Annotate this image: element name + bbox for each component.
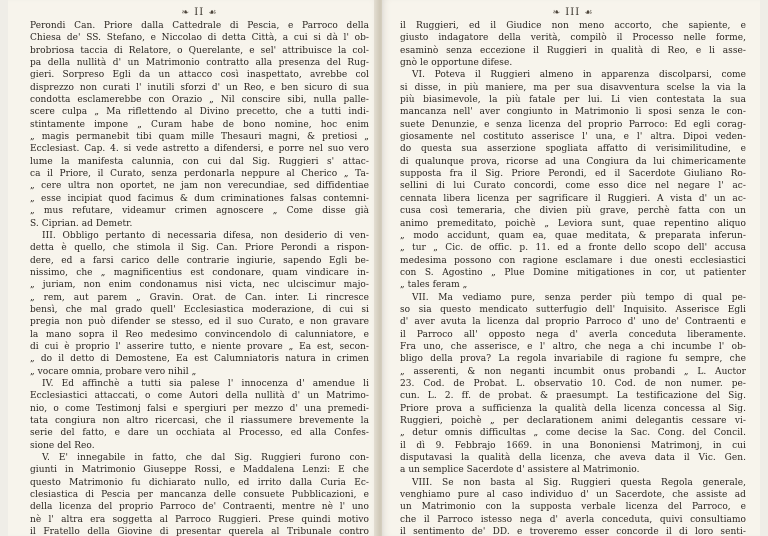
text-line: do questa sua asserzione spogliata affatto di verisimilitudine, e [400, 144, 746, 155]
ornament-left-icon: ❧ [552, 8, 562, 18]
text-line: un Matrimonio con la supposta verbale licenza del Parroco, e [400, 502, 746, 513]
ornament-left-icon: ❧ [181, 8, 191, 18]
text-line: Ecclesiastici attaccati, o come Autori della nullità d' un Matrimo- [30, 391, 369, 402]
text-line: dere, ed a farsi carico delle contrarie ingiurie, sapendo Egli be- [30, 255, 369, 266]
text-line: il sentimento de' DD. e troveremo esser concorde il di loro senti- [400, 527, 746, 536]
text-line: clesiastica di Pescia per mancanza delle consuete Pubblicazioni, e [30, 490, 369, 501]
text-line: „ esse incipiat quod facimus & dum criminationes falsas contemni- [30, 193, 369, 204]
text-line: detta è quello, che stimola il Sig. Can. Priore Perondi a rispon- [30, 243, 369, 254]
text-line: supposta fra il Sig. Priore Perondi, ed il Sacerdote Giuliano Ro- [400, 169, 746, 180]
text-line: IV. Ed affinchè a tutti sia palese l' innocenza d' amendue li [42, 378, 369, 389]
text-line: Priore prova a sufficienza la qualità della licenza concessa al Sig. [400, 403, 746, 414]
text-line: il Ruggieri, ed il Giudice non meno accorto, che sapiente, e [400, 21, 746, 31]
text-line: Ruggieri, poichè „ per declarationem animi delegantis cessare vi- [400, 416, 746, 426]
text-line: „ mus refutare, videamur crimen agnoscere „ Come disse già [30, 206, 369, 217]
text-line: di cui è proprio l' asserire tutto, e niente provare „ Ea est, secon- [30, 341, 369, 352]
text-line: sione del Reo. [30, 440, 95, 451]
text-line: medesima possono con ragione esclamare i due onesti ecclesiastici [400, 255, 746, 266]
right-page-header [400, 6, 746, 20]
text-line: cennata libera licenza per sagrificare il Ruggieri. A vista d' un ac- [400, 193, 746, 204]
text-line: nè l' altra era soggetta al Parroco Ruggieri. Prese quindi motivo [30, 514, 369, 525]
right-page-text [400, 20, 746, 536]
text-line: 23. Cod. de Probat. L. observatio 10. Cod. de non numer. pe- [400, 378, 746, 389]
text-line: Perondi Can. Priore dalla Cattedrale di Pescia, e Parroco della [30, 21, 369, 31]
text-line: disprezzo non curati l' inutili sforzi d' un Reo, e ben sicuro di sua [30, 82, 369, 93]
right-page [382, 0, 760, 536]
text-line: animo premeditato, poichè „ Leviora sunt, quae repentino aliquo [400, 218, 746, 229]
text-line: pregia non può difender se stesso, ed il suo Curato, e non gravare [30, 317, 369, 328]
text-line: „ juriam, non enim condonamus nisi victa, nec ulciscimur majo- [30, 280, 369, 291]
page-number: III [565, 7, 581, 18]
text-line: esaminò senza eccezione il Ruggieri in qualità di Reo, e li asse- [400, 45, 746, 56]
text-line: III. Obbligo pertanto di necessaria difesa, non desiderio di ven- [42, 230, 369, 241]
ornament-right-icon: ☙ [208, 8, 218, 18]
text-line: condotta esclamerebbe con Orazio „ Nil conscire sibi, nulla palle- [30, 95, 369, 106]
text-line: stintamente impone „ Curam habe de bono nomine, hoc enim [30, 119, 369, 130]
text-line: „ asserenti, & non neganti incumbit onus probandi „ L. Auctor [400, 366, 746, 377]
text-line: „ detur omnis difficultas „ come decise la Sac. Cong. del Concil. [400, 428, 746, 439]
text-line: „ do il detto di Demostene, Ea est Calumniatoris natura in crimen [30, 354, 369, 365]
text-line: con S. Agostino „ Plue Domine mitigationes in cor, ut patienter [400, 267, 746, 278]
text-line: „ vocare omnia, probare vero nihil „ [30, 366, 197, 377]
text-line: lume la manifesta calunnia, con cui dal Sig. Ruggieri s' attac- [30, 156, 369, 167]
text-line: tata congiura non altro ricercasi, che il riassumere brevemente la [30, 416, 369, 426]
text-line: V. E' innegabile in fatto, che dal Sig. Ruggieri furono con- [42, 453, 369, 464]
left-page [8, 0, 380, 536]
text-line: ca il Priore, il Curato, senza perdonarla neppure al Cherico „ Ta- [30, 169, 369, 180]
left-page-text [30, 20, 369, 536]
text-line: cusa così temeraria, che divien più grave, perchè fatta con un [400, 206, 746, 217]
text-line: VII. Ma vediamo pure, senza perder più tempo di qual pe- [412, 292, 746, 303]
text-line: scere culpa „ Ma riflettendo al Divino precetto, che a tutti indi- [30, 107, 369, 118]
text-line: „ cere ultra non oportet, ne jam non verecundiae, sed diffidentiae [30, 181, 369, 192]
text-line: il dì 9. Febbrajo 1669. in una Bononiensi Matrimonj, in cui [400, 440, 746, 451]
left-page-header [30, 6, 369, 20]
text-line: giosamente nel costituto asserisce l' una, e l' altra. Dipoi veden- [400, 132, 746, 143]
text-line: S. Ciprian. ad Demetr. [30, 218, 133, 229]
text-line: serie del fatto, e dare un occhiata al Processo, ed alla Confes- [30, 428, 369, 439]
text-line: gieri. Sorpreso Egli da un attacco così inaspettato, avrebbe col [30, 70, 369, 81]
text-line: „ magis permanebit tibi quam mille Thesauri magni, & pretiosi „ [30, 132, 369, 143]
text-line: suete Denunzie, e senza licenza del proprio Parroco: Ed egli corag- [400, 119, 746, 130]
text-line: si disse, in più maniere, ma per sua disavventura scelse la via la [400, 82, 746, 93]
text-line: a un semplice Sacerdote d' assistere al Matrimonio. [400, 465, 640, 476]
text-line: Ecclesiast. Cap. 4. si vede astretto a difendersi, e porre nel suo vero [30, 144, 369, 155]
text-line: questo Matrimonio fu dichiarato nullo, ed irrito dalla Curia Ec- [30, 477, 369, 488]
text-line: venghiamo pure al caso individuo d' un Sacerdote, che assiste ad [400, 490, 746, 501]
text-line: che il Parroco istesso nega d' averla conceduta, quivi consultiamo [400, 514, 746, 525]
text-line: „ tur „ Cic. de offic. p. 11. ed a fronte dello scopo dell' accusa [400, 243, 746, 254]
text-line: disputavasi la qualità della licenza, che aveva data il Vic. Gen. [400, 453, 746, 464]
text-line: cun. L. 2. ff. de probat. & praesumpt. La testificazione del Sig. [400, 391, 746, 402]
text-line: il Fratello della Giovine di presentar querela al Tribunale contro [30, 527, 369, 536]
text-line: nissimo, che „ magnificentius est condonare, quam vindicare in- [30, 267, 369, 278]
text-line: mancanza nell' aver congiunto in Matrimonio li sposi senza le con- [400, 107, 746, 118]
text-line: Fra uno, che asserisce, e l' altro, che nega a chi incumbe l' ob- [400, 341, 746, 352]
text-line: „ rem, aut parem „ Gravin. Orat. de Can. inter. Li rincresce [30, 292, 369, 303]
text-line: giunti in Matrimonio Giuseppe Rossi, e Maddalena Lenzi: E che [30, 465, 369, 476]
text-line: VI. Poteva il Ruggieri almeno in apparenza discolparsi, come [412, 70, 746, 81]
text-line: pa della nullità d' un Matrimonio contratto alla presenza del Rug- [30, 58, 369, 69]
text-line: più biasimevole, la più fatale per lui. Li vien contestata la sua [400, 95, 746, 106]
text-line: bensì, che mal grado quell' Ecclesiastica moderazione, di cui si [30, 304, 369, 315]
text-line: Chiesa de' SS. Stefano, e Niccolao di detta Città, a cui si dà l' ob- [30, 33, 369, 44]
text-line: di qualunque prova, ricorse ad una Congiura da lui chimericamente [400, 156, 746, 167]
text-line: della licenza del proprio Parroco de' Contraenti, mentre nè l' uno [30, 502, 369, 513]
text-line: gnò le opportune difese. [400, 58, 513, 69]
text-line: giusto indagatore della verità, compilò il Processo nelle forme, [400, 33, 746, 44]
text-line: „ tales feram „ [400, 280, 468, 291]
ornament-right-icon: ☙ [584, 8, 594, 18]
text-line: sellini di lui Curato concordi, come esso dice nel negare l' ac- [400, 181, 746, 192]
page-number: II [194, 7, 205, 18]
text-line: brobriosa taccia di Relatore, o Querelante, e sel' attribuisce la col- [30, 45, 369, 56]
text-line: nio, o come Testimonj falsi e spergiuri per mezzo d' una premedi- [30, 403, 369, 414]
text-line: VIII. Se non basta al Sig. Ruggieri questa Regola generale, [412, 477, 746, 488]
text-line: la mano sopra il Reo medesimo convincendolo di calunniatore, e [30, 329, 369, 340]
text-line: „ modo accidunt, quam ea, quae meditata, & preparata inferun- [400, 230, 746, 241]
text-line: il Parroco all' opposto nega d' averla conceduta liberamente. [400, 329, 746, 340]
text-line: d' aver avuta la licenza dal proprio Parroco d' uno de' Contraenti e [400, 317, 746, 328]
text-line: bligo della prova? La regola invariabile di ragione fu sempre, che [400, 354, 746, 365]
text-line: so sia questo mendicato sutterfugio dell' Inquisito. Asserisce Egli [400, 304, 746, 315]
